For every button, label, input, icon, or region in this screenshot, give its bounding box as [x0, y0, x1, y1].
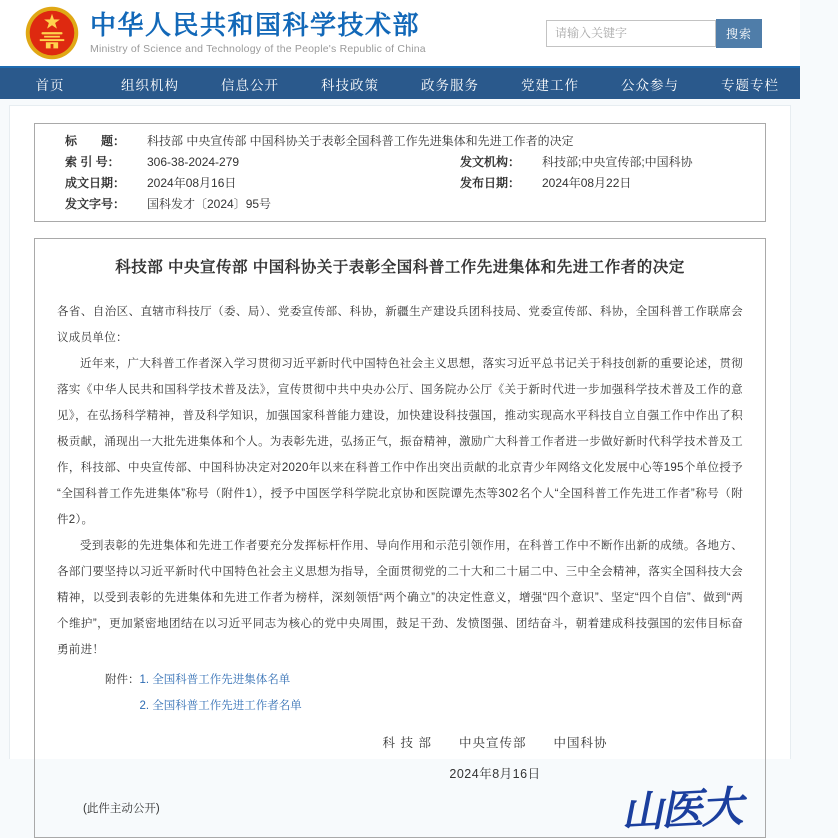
document-footer: [57, 781, 743, 838]
national-emblem-icon: [24, 5, 80, 61]
meta-label-issuing-agency: 发文机构：: [460, 155, 521, 169]
nav-item-home[interactable]: 首页: [35, 77, 65, 93]
meta-label-written-date: 成文日期：: [65, 176, 126, 190]
signature-agencies: 科 技 部 中央宣传部 中国科协: [382, 736, 608, 750]
meta-label-publish-date: 发布日期：: [460, 176, 521, 190]
site-logo[interactable]: [24, 5, 426, 61]
main-nav: [0, 66, 800, 99]
search-button[interactable]: 搜索: [716, 19, 762, 48]
disclosure-note: (此件主动公开): [83, 802, 160, 815]
attachment-link-1[interactable]: 1. 全国科普工作先进集体名单: [139, 674, 291, 686]
site-header: [0, 0, 800, 66]
meta-value-doc-number: 国科发才〔2024〕95号: [147, 197, 272, 211]
meta-row-index: [35, 152, 755, 173]
search-input[interactable]: [546, 20, 716, 47]
meta-row-dates: [35, 173, 755, 194]
document-salutation: 各省、自治区、直辖市科技厅（委、局）、党委宣传部、科协，新疆生产建设兵团科技局、党委宣传部、科协，全国科普工作联席会议成员单位：: [57, 306, 743, 344]
attachments-label: 附件：: [105, 674, 140, 686]
meta-value-written-date: 2024年08月16日: [147, 176, 237, 190]
meta-value-title: 科技部 中央宣传部 中国科协关于表彰全国科普工作先进集体和先进工作者的决定: [147, 134, 574, 148]
site-title: 中华人民共和国科学技术部: [90, 10, 421, 41]
nav-item-public-participation[interactable]: 公众参与: [621, 77, 679, 93]
meta-row-doc-number: [35, 194, 755, 215]
brand-text: [90, 11, 426, 55]
meta-label-index-number: 索 引 号：: [65, 155, 120, 169]
meta-value-publish-date: 2024年08月22日: [542, 176, 632, 190]
site-subtitle: Ministry of Science and Technology of the People's Republic of China: [90, 42, 426, 55]
document-body: [34, 238, 766, 838]
nav-item-special-topics[interactable]: 专题专栏: [721, 77, 779, 93]
meta-row-title: [35, 131, 755, 152]
nav-item-organization[interactable]: 组织机构: [121, 77, 179, 93]
document-paragraph: 近年来，广大科普工作者深入学习贯彻习近平新时代中国特色社会主义思想，落实习近平总书记关于科技创新的重要论述，贯彻落实《中华人民共和国科学技术普及法》，宣传贯彻中共中央办公厅、国务院办公厅《关于新时代进一步加强科学技术普及工作的意见》，在弘扬科学精神，普及科学知识，加强国家科普能力建设，加快建设科技强国，推动实现高水平科技自立自强工作中作出了积极贡献，涌现出一大批先进集体和个人。为表彰先进，弘扬正气，振奋精神，激励广大科普工作者进一步做好新时代科学技术普及工作，科技部、中央宣传部、中国科协决定对2020年以来在科普工作中作出突出贡献的北京青少年网络文化发展中心等195个单位授予“全国科普工作先进集体”称号（附件1），授予中国医学科学院北京协和医院谭先杰等302名个人“全国科普工作先进工作者”称号（附件2）。: [57, 358, 743, 526]
meta-value-index-number: 306-38-2024-279: [147, 155, 240, 169]
meta-value-issuing-agency: 科技部;中央宣传部;中国科协: [542, 155, 693, 169]
nav-item-info-disclosure[interactable]: 信息公开: [221, 77, 279, 93]
nav-item-gov-services[interactable]: 政务服务: [421, 77, 479, 93]
calligraphy-watermark: 山医大: [619, 781, 743, 838]
nav-item-party-building[interactable]: 党建工作: [521, 77, 579, 93]
meta-label-title: 标 题：: [65, 134, 126, 148]
signature-date: 2024年8月16日: [449, 767, 541, 781]
attachment-link-2[interactable]: 2. 全国科普工作先进工作者名单: [139, 700, 302, 712]
meta-label-doc-number: 发文字号：: [65, 197, 126, 211]
signature-block: [152, 733, 838, 782]
document-title: 科技部 中央宣传部 中国科协关于表彰全国科普工作先进集体和先进工作者的决定: [115, 259, 685, 276]
attachments-block: [57, 667, 743, 719]
page-container: [9, 105, 791, 838]
document-paragraph: 受到表彰的先进集体和先进工作者要充分发挥标杆作用、导向作用和示范引领作用，在科普工作中不断作出新的成绩。各地方、各部门要坚持以习近平新时代中国特色社会主义思想为指导，全面贯彻党的二十大和二十届二中、三中全会精神，落实全国科技大会精神，以受到表彰的先进集体和先进工作者为榜样，深刻领悟“两个确立”的决定性意义，增强“四个意识”、坚定“四个自信”、做到“两个维护”，更加紧密地团结在以习近平同志为核心的党中央周围，鼓足干劲、发愤图强、团结奋斗，朝着建成科技强国的宏伟目标奋勇前进！: [57, 540, 743, 656]
document-meta-table: [34, 123, 766, 222]
nav-item-scitech-policy[interactable]: 科技政策: [321, 77, 379, 93]
search-bar: [546, 19, 762, 48]
